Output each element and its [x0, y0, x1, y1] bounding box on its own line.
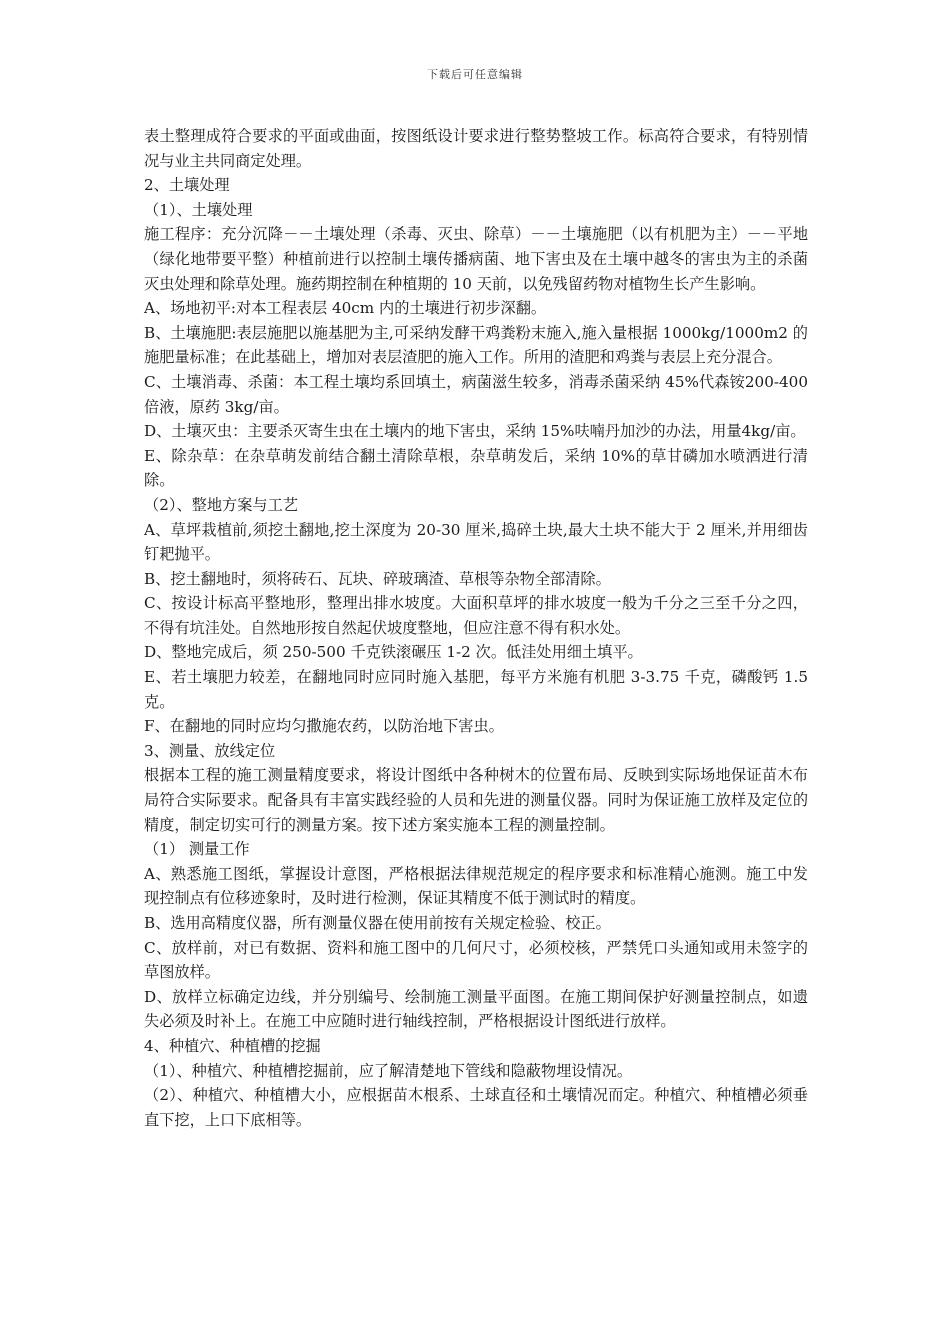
paragraph-survey-c: C、放样前，对已有数据、资料和施工图中的几何尺寸，必须校核，严禁凭口头通知或用未签字的草图放样。	[144, 938, 808, 982]
paragraph-intro: 表土整理成符合要求的平面或曲面，按图纸设计要求进行整势整坡工作。标高符合要求，有特别情况与业主共同商定处理。	[144, 127, 808, 170]
paragraph-fertilization: B、土壤施肥:表层施肥以施基肥为主,可采纳发酵干鸡粪粉末施入,施入量根据 1000kg/1000m2 的施肥量标准；在此基础上，增加对表层渣肥的施入工作。所用的渣肥和鸡粪与表层上充分混合。	[144, 323, 808, 367]
paragraph-site-leveling: A、场地初平:对本工程表层 40cm 内的土壤进行初步深翻。	[144, 299, 547, 318]
paragraph-survey-intro: 根据本工程的施工测量精度要求，将设计图纸中各种树木的位置布局、反映到实际场地保证苗木布局符合实际要求。配备具有丰富实践经验的人员和先进的测量仪器。同时为保证施工放样及定位的精度，制定切实可行的测量方案。按下述方案实施本工程的测量控制。	[144, 766, 808, 834]
paragraph-grading-d: D、整地完成后，须 250-500 千克铁滚碾压 1-2 次。低洼处用细土填平。	[144, 643, 643, 662]
paragraph-grading-b: B、挖土翻地时，须将砖石、瓦块、碎玻璃渣、草根等杂物全部清除。	[144, 569, 611, 588]
page-header: 下载后可任意编辑	[427, 68, 523, 81]
subheading-survey-work: （1） 测量工作	[144, 840, 250, 859]
section-heading-soil-treatment: 2、土壤处理	[144, 176, 230, 195]
paragraph-pits-2: （2）、种植穴、种植槽大小，应根据苗木根系、土球直径和土壤情况而定。种植穴、种植槽必须垂直下挖，上口下底相等。	[144, 1086, 808, 1129]
paragraph-weeding: E、除杂草：在杂草萌发前结合翻土清除草根，杂草萌发后，采纳 10%的草甘磷加水喷洒进行清除。	[144, 446, 808, 490]
paragraph-grading-c: C、按设计标高平整地形，整理出排水坡度。大面积草坪的排水坡度一般为千分之三至千分之四，不得有坑洼处。自然地形按自然起伏坡度整地，但应注意不得有积水处。	[144, 594, 808, 637]
document-body	[144, 124, 808, 1132]
subheading-grading-plan: （2）、整地方案与工艺	[144, 495, 298, 514]
paragraph-grading-f: F、在翻地的同时应均匀撒施农药，以防治地下害虫。	[144, 717, 504, 736]
paragraph-survey-d: D、放样立标确定边线，并分别编号、绘制施工测量平面图。在施工期间保护好测量控制点，如遗失必须及时补上。在施工中应随时进行轴线控制，严格根据设计图纸进行放样。	[144, 987, 808, 1031]
section-heading-planting-pits: 4、种植穴、种植槽的挖掘	[144, 1036, 321, 1055]
paragraph-construction-procedure: 施工程序：充分沉降－－土壤处理（杀毒、灭虫、除草）－－土壤施肥（以有机肥为主）－－平地（绿化地带要平整）种植前进行以控制土壤传播病菌、地下害虫及在土壤中越冬的害虫为主的杀菌灭虫处理和除草处理。施药期控制在种植期的 10 天前，以免残留药物对植物生长产生影响。	[144, 225, 808, 293]
paragraph-disinfection: C、土壤消毒、杀菌：本工程土壤均系回填土，病菌滋生较多，消毒杀菌采纳 45%代森铵200-400 倍液，原药 3kg/亩。	[144, 372, 808, 416]
paragraph-pits-1: （1）、种植穴、种植槽挖掘前，应了解清楚地下管线和隐蔽物埋设情况。	[144, 1061, 633, 1080]
subheading-soil-treatment: （1）、土壤处理	[144, 200, 253, 219]
section-heading-survey: 3、测量、放线定位	[144, 741, 276, 760]
paragraph-grading-a: A、草坪栽植前,须挖土翻地,挖土深度为 20-30 厘米,捣碎土块,最大土块不能大于 2 厘米,并用细齿钉耙抛平。	[144, 520, 808, 564]
paragraph-survey-b: B、选用高精度仪器，所有测量仪器在使用前按有关规定检验、校正。	[144, 914, 611, 932]
paragraph-survey-a: A、熟悉施工图纸，掌握设计意图，严格根据法律规范规定的程序要求和标准精心施测。施工中发现控制点有位移迹象时，及时进行检测，保证其精度不低于测试时的精度。	[144, 864, 808, 908]
paragraph-grading-e: E、若土壤肥力较差，在翻地同时应同时施入基肥，每平方米施有机肥 3-3.75 千克，磷酸钙 1.5 克。	[144, 668, 808, 711]
paragraph-insect-control: D、土壤灭虫：主要杀灭寄生虫在土壤内的地下害虫，采纳 15%呋喃丹加沙的办法，用量4kg/亩。	[144, 422, 806, 441]
